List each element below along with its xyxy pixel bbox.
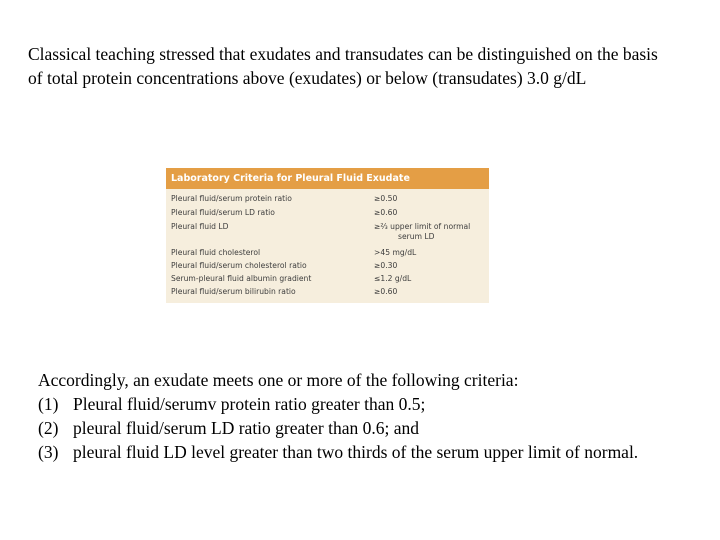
list-item — [38, 440, 678, 464]
value-cell: ≥⅔ upper limit of normal — [374, 222, 471, 231]
item-text: Pleural fluid/serumv protein ratio greater than 0.5; — [73, 394, 426, 414]
value-cell-multiline — [374, 222, 489, 242]
criteria-list — [38, 392, 678, 464]
criteria-section — [38, 368, 678, 464]
item-text: pleural fluid/serum LD ratio greater than 0.6; and — [73, 418, 419, 438]
criterion-cell: Pleural fluid cholesterol — [171, 248, 261, 257]
criterion-cell: Serum-pleural fluid albumin gradient — [171, 274, 312, 283]
value-cell: ≥0.60 — [374, 208, 398, 217]
criteria-lead: Accordingly, an exudate meets one or more of the following criteria: — [38, 370, 519, 390]
table-title: Laboratory Criteria for Pleural Fluid Exudate — [166, 168, 489, 189]
criterion-cell: Pleural fluid/serum protein ratio — [171, 194, 292, 203]
criterion-cell: Pleural fluid/serum LD ratio — [171, 208, 275, 217]
criterion-cell: Pleural fluid LD — [171, 222, 229, 231]
item-number: (2) — [38, 418, 59, 438]
lab-criteria-table — [166, 168, 489, 303]
value-cell: >45 mg/dL — [374, 248, 417, 257]
item-number: (1) — [38, 394, 59, 414]
value-cell: ≤1.2 g/dL — [374, 274, 412, 283]
item-number: (3) — [38, 442, 59, 462]
intro-paragraph: Classical teaching stressed that exudates and transudates can be distinguished on the basis of total protein concentrations above (exudates) or below (transudates) 3.0 g/dL — [28, 44, 658, 88]
value-cell: ≥0.50 — [374, 194, 398, 203]
value-cell-continuation: serum LD — [398, 232, 435, 241]
item-text: pleural fluid LD level greater than two thirds of the serum upper limit of normal. — [73, 442, 639, 462]
list-item — [38, 416, 678, 440]
criterion-cell: Pleural fluid/serum cholesterol ratio — [171, 261, 307, 270]
list-item — [38, 392, 678, 416]
criterion-cell: Pleural fluid/serum bilirubin ratio — [171, 287, 296, 296]
value-cell: ≥0.60 — [374, 287, 398, 296]
value-cell: ≥0.30 — [374, 261, 398, 270]
